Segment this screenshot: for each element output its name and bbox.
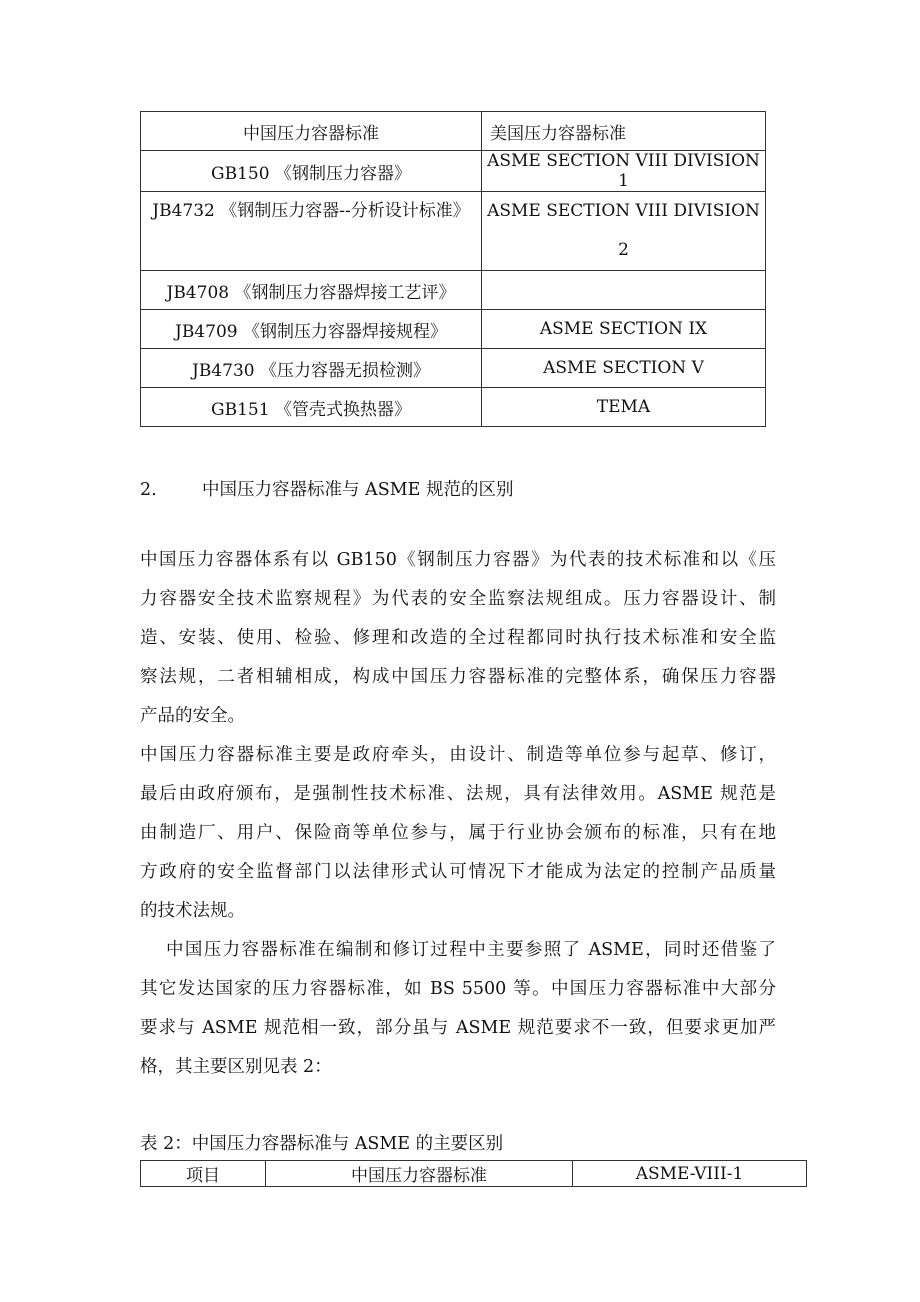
paragraph-line: 中国压力容器标准主要是政府牵头，由设计、制造等单位参与起草、修订， xyxy=(140,745,776,765)
table-cell: ASME SECTION IX xyxy=(482,310,766,349)
table-header-row xyxy=(141,1161,807,1187)
table-cell: ASME SECTION VIII DIVISION 1 xyxy=(482,151,766,192)
table-cell: TEMA xyxy=(482,388,766,427)
table-header-cell: 中国压力容器标准 xyxy=(141,112,482,151)
table-cell: ASME SECTION VIII DIVISION 2 xyxy=(482,192,766,271)
paragraph-line: 由制造厂、用户、保险商等单位参与，属于行业协会颁布的标准，只有在地 xyxy=(140,823,776,843)
table-cell: JB4708 《钢制压力容器焊接工艺评》 xyxy=(141,271,482,310)
paragraph-line: 中国压力容器体系有以 GB150《钢制压力容器》为代表的技术标准和以《压 xyxy=(140,550,776,570)
table-row xyxy=(141,310,766,349)
differences-table xyxy=(140,1160,807,1187)
table-header-row xyxy=(141,112,766,151)
table-header-cell: 项目 xyxy=(141,1161,266,1187)
table-row xyxy=(141,151,766,192)
table-cell: JB4730 《压力容器无损检测》 xyxy=(141,349,482,388)
paragraph-line: 最后由政府颁布，是强制性技术标准、法规，具有法律效用。ASME 规范是 xyxy=(140,784,776,804)
section-title: 中国压力容器标准与 ASME 规范的区别 xyxy=(202,480,514,500)
paragraph-line: 造、安装、使用、检验、修理和改造的全过程都同时执行技术标准和安全监 xyxy=(140,628,776,648)
table-cell: GB151 《管壳式换热器》 xyxy=(141,388,482,427)
table-row xyxy=(141,349,766,388)
section-number: 2. xyxy=(140,480,157,500)
table-header-cell: ASME-VIII-1 xyxy=(573,1161,807,1187)
section-heading xyxy=(140,476,513,501)
paragraph-line: 要求与 ASME 规范相一致，部分虽与 ASME 规范要求不一致，但要求更加严 xyxy=(140,1018,776,1038)
table-header-cell: 中国压力容器标准 xyxy=(266,1161,573,1187)
paragraph-line: 力容器安全技术监察规程》为代表的安全监察法规组成。压力容器设计、制 xyxy=(140,589,776,609)
paragraph-line: 格，其主要区别见表 2： xyxy=(140,1057,332,1077)
paragraph-line: 察法规，二者相辅相成，构成中国压力容器标准的完整体系，确保压力容器 xyxy=(140,667,776,687)
table-header-cell: 美国压力容器标准 xyxy=(482,112,766,151)
table-cell: ASME SECTION V xyxy=(482,349,766,388)
table-cell: JB4732 《钢制压力容器--分析设计标准》 xyxy=(141,192,482,271)
table-row xyxy=(141,388,766,427)
paragraph-line: 方政府的安全监督部门以法律形式认可情况下才能成为法定的控制产品质量 xyxy=(140,862,776,882)
table-cell xyxy=(482,271,766,310)
paragraph-line: 其它发达国家的压力容器标准，如 BS 5500 等。中国压力容器标准中大部分 xyxy=(140,979,776,999)
table-row xyxy=(141,271,766,310)
paragraph-line: 的技术法规。 xyxy=(140,901,245,921)
table-cell: GB150 《钢制压力容器》 xyxy=(141,151,482,192)
table-cell: JB4709 《钢制压力容器焊接规程》 xyxy=(141,310,482,349)
paragraph-line: 中国压力容器标准在编制和修订过程中主要参照了 ASME，同时还借鉴了 xyxy=(166,940,776,960)
paragraph-line: 产品的安全。 xyxy=(140,706,245,726)
standards-comparison-table xyxy=(140,111,766,427)
table-row xyxy=(141,192,766,271)
table-caption: 表 2：中国压力容器标准与 ASME 的主要区别 xyxy=(140,1134,504,1154)
